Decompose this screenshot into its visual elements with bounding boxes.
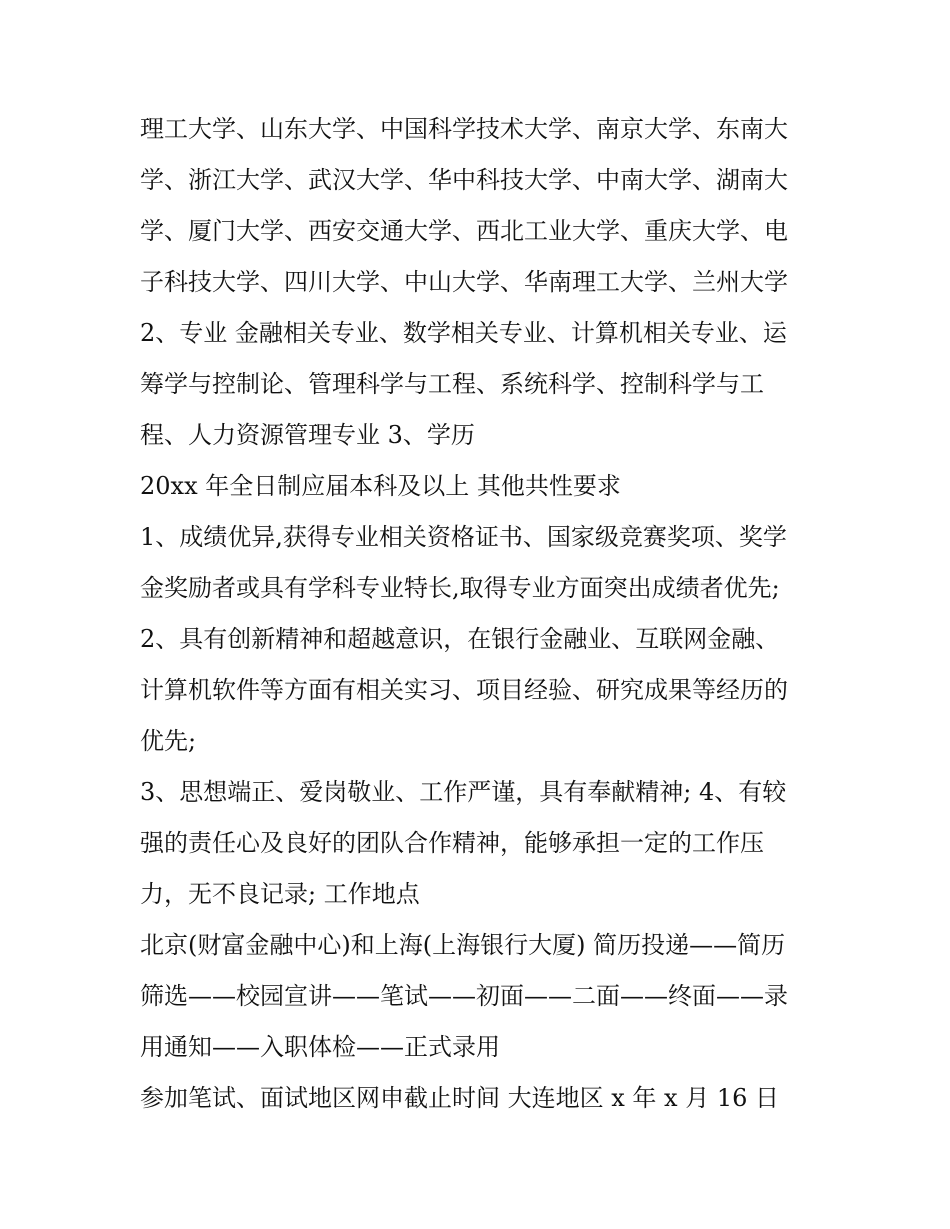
text-line: 程、人力资源管理专业 3、学历 xyxy=(140,421,475,449)
text-line: 筛选——校园宣讲——笔试——初面——二面——终面——录 xyxy=(140,982,788,1010)
text-line: 20xx 年全日制应届本科及以上 其他共性要求 xyxy=(140,472,621,500)
text-line: 力，无不良记录; 工作地点 xyxy=(140,880,420,908)
text-line: 筹学与控制论、管理科学与工程、系统科学、控制科学与工 xyxy=(140,370,764,398)
text-line: 北京(财富金融中心)和上海(上海银行大厦) 简历投递——简历 xyxy=(140,931,786,959)
text-line: 金奖励者或具有学科专业特长,取得专业方面突出成绩者优先; xyxy=(140,574,780,602)
text-line: 优先; xyxy=(140,727,197,755)
text-line: 理工大学、山东大学、中国科学技术大学、南京大学、东南大 xyxy=(140,115,788,143)
text-line: 1、成绩优异,获得专业相关资格证书、国家级竞赛奖项、奖学 xyxy=(140,523,787,551)
text-line: 计算机软件等方面有相关实习、项目经验、研究成果等经历的 xyxy=(140,676,788,704)
text-line: 2、专业 金融相关专业、数学相关专业、计算机相关专业、运 xyxy=(140,319,787,347)
text-line: 子科技大学、四川大学、中山大学、华南理工大学、兰州大学 xyxy=(140,268,788,296)
document-body xyxy=(140,104,820,1124)
text-line: 学、浙江大学、武汉大学、华中科技大学、中南大学、湖南大 xyxy=(140,166,788,194)
text-line: 用通知——入职体检——正式录用 xyxy=(140,1033,500,1061)
text-line: 参加笔试、面试地区网申截止时间 大连地区 x 年 x 月 16 日 xyxy=(140,1084,780,1112)
text-line: 学、厦门大学、西安交通大学、西北工业大学、重庆大学、电 xyxy=(140,217,788,245)
text-line: 2、具有创新精神和超越意识，在银行金融业、互联网金融、 xyxy=(140,625,780,653)
text-line: 3、思想端正、爱岗敬业、工作严谨，具有奉献精神; 4、有较 xyxy=(140,778,787,806)
text-line: 强的责任心及良好的团队合作精神，能够承担一定的工作压 xyxy=(140,829,764,857)
